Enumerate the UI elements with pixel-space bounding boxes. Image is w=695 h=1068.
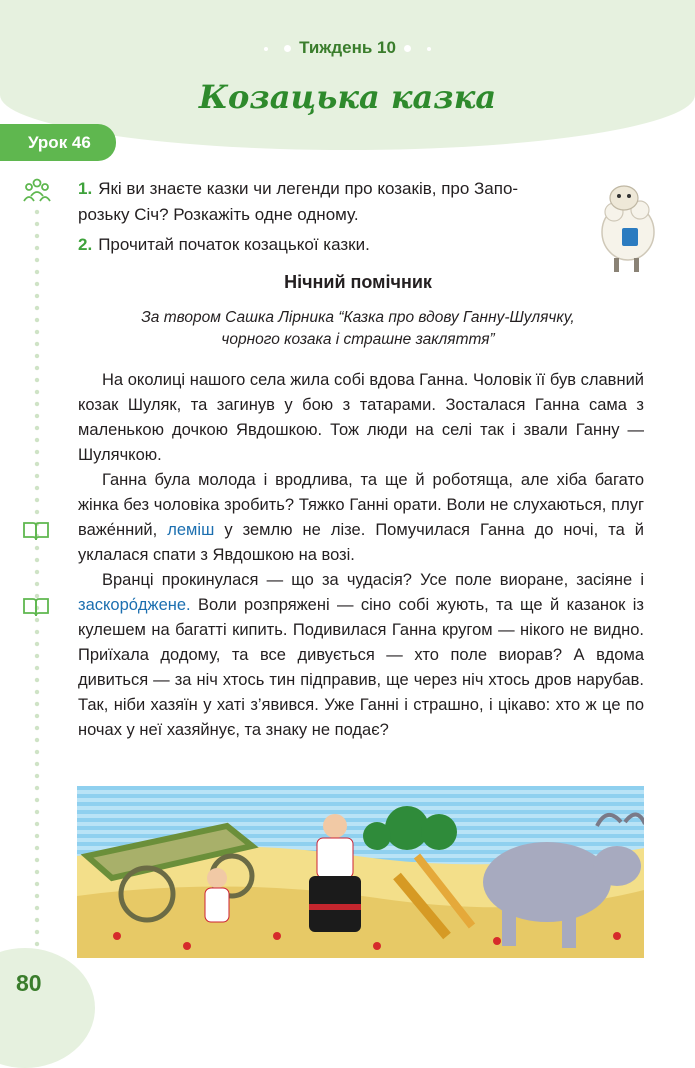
margin-dots [34, 206, 40, 961]
glossary-word[interactable]: леміш [167, 521, 215, 539]
page-title: Козацька казка [198, 78, 497, 116]
group-icon [22, 178, 52, 204]
text-run: Ганна була молода і вродлива, та ще й роботяща, але хіба багато жінка без чоловіка зробить? Тяжко Ганні орати. Воли не слухаються, плуг важе́нний, [78, 471, 644, 539]
decor-dot-icon [284, 45, 291, 52]
story-illustration [77, 786, 644, 958]
page-number-bubble [0, 948, 95, 1068]
task-text: Прочитай початок козацької казки. [98, 235, 370, 254]
decor-dot-icon [427, 47, 431, 51]
sheep-mascot-icon [592, 178, 662, 274]
paragraph [78, 568, 644, 743]
paragraph: На околиці нашого села жила собі вдова Ганна. Чоловік її був славний козак Шуляк, та загинув у бою з татарами. Зосталася Ганна сама з маленькою дочкою Явдошкою. Тож люди на селі так і звали Ганну — Шулячкою. [78, 371, 644, 464]
task-text: Які ви знаєте казки чи легенди про козаків, про Запо- [98, 179, 519, 198]
week-label [0, 38, 695, 58]
book-icon [22, 520, 50, 542]
task-number: 1. [78, 179, 93, 198]
decor-dot-icon [264, 47, 268, 51]
task-1 [78, 176, 518, 228]
page-number: 80 [16, 970, 42, 996]
task-text: розьку Січ? Розкажіть одне одному. [78, 205, 359, 224]
story-source [78, 307, 638, 351]
lesson-tab: Урок 46 [0, 124, 116, 161]
source-line: чорного козака і страшне закляття” [221, 331, 495, 348]
text-run: Воли розпряжені — сіно собі жують, та ще й казанок із кулешем на багатті кипить. Подивилася Ганна кругом — нікого не видно. Приїхала додому, та все дивується — хто поле виорав? А вдома дивиться — за ніч хтось тин підправив, ще через ніч хтось дров нарубав. Так, ніби хазяїн у хаті з’явився. Уже Ганні і страшно, і цікаво: хто ж це по ночах у неї хазяйнує, та знаку не подає? [78, 596, 644, 739]
source-line: За твором Сашка Лірника “Казка про вдову Ганну-Шулячку, [141, 309, 575, 326]
task-number: 2. [78, 235, 93, 254]
glossary-word[interactable]: заскоро́джене. [78, 596, 191, 614]
book-icon [22, 596, 50, 618]
paragraph [78, 468, 644, 568]
decor-dot-icon [404, 45, 411, 52]
story-text [78, 368, 644, 743]
week-text: Тиждень 10 [299, 38, 396, 57]
text-run: у землю не лізе. Помучилася Ганна до ночі, та й уклалася спати з Явдошкою на возі. [78, 521, 644, 564]
text-run: Вранці прокинулася — що за чудасія? Усе поле виоране, засіяне і [102, 571, 644, 589]
task-2 [78, 232, 370, 258]
story-title: Нічний помічник [284, 272, 432, 292]
